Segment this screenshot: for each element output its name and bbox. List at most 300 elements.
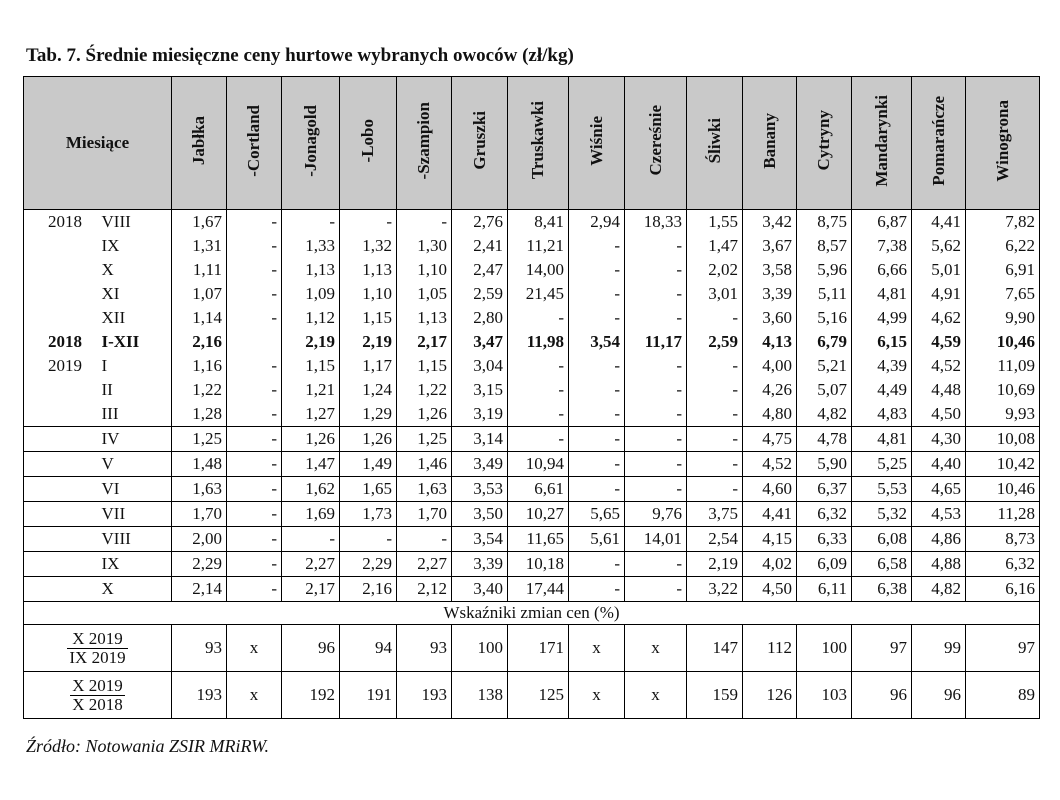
column-label: -Szampion	[414, 101, 433, 180]
price-cell: -	[227, 282, 282, 306]
table-row	[24, 527, 1040, 552]
price-cell: 1,30	[397, 234, 452, 258]
column-label: Gruszki	[469, 111, 489, 170]
index-cell: 100	[452, 625, 508, 672]
price-cell: 10,46	[966, 477, 1040, 502]
price-cell: 6,09	[797, 552, 852, 577]
price-cell: -	[508, 306, 569, 330]
month-cell: X	[100, 577, 172, 602]
price-cell: -	[687, 477, 743, 502]
month-cell: VIII	[100, 210, 172, 235]
price-cell: 6,16	[966, 577, 1040, 602]
price-cell: 5,53	[852, 477, 912, 502]
table-row	[24, 502, 1040, 527]
index-cell: 126	[743, 672, 797, 719]
column-header	[569, 77, 625, 210]
price-cell: 6,08	[852, 527, 912, 552]
index-cell: 96	[282, 625, 340, 672]
price-cell: -	[569, 427, 625, 452]
price-cell: -	[625, 282, 687, 306]
price-cell: 4,81	[852, 427, 912, 452]
price-cell: 7,65	[966, 282, 1040, 306]
price-cell: 1,13	[340, 258, 397, 282]
price-cell: -	[227, 427, 282, 452]
price-cell: 3,47	[452, 330, 508, 354]
price-cell: -	[227, 234, 282, 258]
price-cell: 2,94	[569, 210, 625, 235]
price-cell: -	[569, 402, 625, 427]
column-header	[743, 77, 797, 210]
price-cell: 4,78	[797, 427, 852, 452]
index-cell: x	[569, 672, 625, 719]
table-row	[24, 234, 1040, 258]
year-cell	[24, 378, 100, 402]
month-cell: IV	[100, 427, 172, 452]
column-label: Czereśnie	[645, 105, 665, 176]
index-cell: x	[227, 625, 282, 672]
table-row	[24, 552, 1040, 577]
year-cell	[24, 552, 100, 577]
price-cell: 2,19	[282, 330, 340, 354]
price-cell: 8,75	[797, 210, 852, 235]
price-cell: 4,99	[852, 306, 912, 330]
price-cell: 2,16	[172, 330, 227, 354]
month-cell: X	[100, 258, 172, 282]
index-ratio-cell	[24, 625, 172, 672]
price-cell: 2,02	[687, 258, 743, 282]
price-cell: 3,40	[452, 577, 508, 602]
price-cell: -	[625, 306, 687, 330]
column-label: -Cortland	[244, 104, 263, 177]
index-cell: 125	[508, 672, 569, 719]
price-cell: 10,08	[966, 427, 1040, 452]
table-row	[24, 427, 1040, 452]
price-cell: 2,41	[452, 234, 508, 258]
price-cell: -	[227, 477, 282, 502]
price-cell: 4,30	[912, 427, 966, 452]
price-cell: 6,79	[797, 330, 852, 354]
price-cell: 1,09	[282, 282, 340, 306]
column-label: Pomarańcze	[928, 95, 948, 186]
year-cell	[24, 577, 100, 602]
index-cell: 112	[743, 625, 797, 672]
source-note: Źródło: Notowania ZSIR MRiRW.	[26, 736, 270, 756]
price-cell: -	[227, 552, 282, 577]
price-cell: 6,58	[852, 552, 912, 577]
price-cell: 5,01	[912, 258, 966, 282]
price-cell: -	[625, 577, 687, 602]
price-cell: 6,32	[966, 552, 1040, 577]
index-cell: x	[227, 672, 282, 719]
price-cell: 6,38	[852, 577, 912, 602]
price-cell: 1,15	[340, 306, 397, 330]
column-header	[508, 77, 569, 210]
price-cell: -	[687, 306, 743, 330]
header-row	[24, 77, 1040, 210]
price-cell: -	[227, 527, 282, 552]
price-cell: 5,96	[797, 258, 852, 282]
price-cell: 1,29	[340, 402, 397, 427]
price-cell: 3,39	[452, 552, 508, 577]
price-cell: -	[569, 378, 625, 402]
column-label: -Jonagold	[300, 104, 320, 177]
price-cell: 10,94	[508, 452, 569, 477]
index-cell: 193	[172, 672, 227, 719]
price-cell: 11,17	[625, 330, 687, 354]
price-cell: 1,05	[397, 282, 452, 306]
price-cell: -	[340, 210, 397, 235]
price-cell: 3,54	[452, 527, 508, 552]
table-row	[24, 378, 1040, 402]
price-cell: 18,33	[625, 210, 687, 235]
price-cell: 10,18	[508, 552, 569, 577]
column-label: Śliwki	[704, 117, 724, 164]
price-cell: 4,60	[743, 477, 797, 502]
price-table	[23, 76, 1039, 728]
price-cell: -	[687, 427, 743, 452]
price-cell: 2,29	[172, 552, 227, 577]
price-cell: 3,75	[687, 502, 743, 527]
price-cell: 1,25	[172, 427, 227, 452]
year-cell	[24, 527, 100, 552]
price-cell: 2,27	[282, 552, 340, 577]
price-cell: 1,28	[172, 402, 227, 427]
column-header	[397, 77, 452, 210]
price-cell: 6,91	[966, 258, 1040, 282]
price-cell: -	[625, 258, 687, 282]
price-cell: -	[625, 234, 687, 258]
year-cell	[24, 306, 100, 330]
ratio-numerator: X 2019	[67, 630, 127, 649]
index-cell: x	[625, 672, 687, 719]
price-cell: 1,11	[172, 258, 227, 282]
price-cell: 9,76	[625, 502, 687, 527]
ratio-denominator: IX 2019	[69, 647, 126, 667]
column-header	[227, 77, 282, 210]
price-cell: 4,41	[743, 502, 797, 527]
price-cell: 2,59	[687, 330, 743, 354]
price-cell	[227, 330, 282, 354]
price-cell: 2,27	[397, 552, 452, 577]
table-row	[24, 577, 1040, 602]
price-cell: 4,52	[912, 354, 966, 378]
index-cell: 93	[172, 625, 227, 672]
price-cell: -	[227, 378, 282, 402]
price-cell: -	[227, 502, 282, 527]
price-cell: 4,83	[852, 402, 912, 427]
price-cell: -	[508, 402, 569, 427]
index-cell: 96	[912, 672, 966, 719]
price-cell: -	[687, 452, 743, 477]
price-cell: -	[397, 210, 452, 235]
price-cell: 3,19	[452, 402, 508, 427]
price-cell: 4,53	[912, 502, 966, 527]
price-cell: 2,29	[340, 552, 397, 577]
price-cell: 4,62	[912, 306, 966, 330]
price-cell: 1,63	[172, 477, 227, 502]
price-cell: 3,50	[452, 502, 508, 527]
price-cell: 4,15	[743, 527, 797, 552]
table-row	[24, 402, 1040, 427]
price-cell: 5,25	[852, 452, 912, 477]
index-cell: 99	[912, 625, 966, 672]
price-cell: 1,26	[282, 427, 340, 452]
table-row	[24, 477, 1040, 502]
price-cell: -	[569, 477, 625, 502]
index-cell: 100	[797, 625, 852, 672]
price-cell: 3,39	[743, 282, 797, 306]
price-cell: 1,13	[397, 306, 452, 330]
price-cell: 1,55	[687, 210, 743, 235]
price-cell: 4,41	[912, 210, 966, 235]
price-cell: 1,69	[282, 502, 340, 527]
price-cell: -	[282, 527, 340, 552]
column-label: Cytryny	[814, 110, 833, 171]
price-cell: 2,17	[397, 330, 452, 354]
price-cell: 8,41	[508, 210, 569, 235]
month-cell: IX	[100, 552, 172, 577]
price-cell: 5,11	[797, 282, 852, 306]
index-cell: 147	[687, 625, 743, 672]
price-cell: -	[687, 378, 743, 402]
year-cell	[24, 234, 100, 258]
price-cell: 4,50	[912, 402, 966, 427]
price-cell: 1,46	[397, 452, 452, 477]
column-header	[912, 77, 966, 210]
month-cell: V	[100, 452, 172, 477]
price-cell: 5,61	[569, 527, 625, 552]
price-cell: 3,53	[452, 477, 508, 502]
price-cell: 1,67	[172, 210, 227, 235]
price-cell: 5,62	[912, 234, 966, 258]
month-cell: II	[100, 378, 172, 402]
price-cell: 1,10	[340, 282, 397, 306]
month-cell: IX	[100, 234, 172, 258]
column-header	[687, 77, 743, 210]
price-cell: 2,00	[172, 527, 227, 552]
year-cell	[24, 427, 100, 452]
price-cell: -	[508, 427, 569, 452]
price-cell: 1,12	[282, 306, 340, 330]
price-cell: 2,16	[340, 577, 397, 602]
column-label: Jabłka	[189, 115, 208, 166]
index-cell: 159	[687, 672, 743, 719]
price-cell: 3,01	[687, 282, 743, 306]
year-cell	[24, 502, 100, 527]
price-cell: 6,33	[797, 527, 852, 552]
index-cell: 192	[282, 672, 340, 719]
column-label: Banany	[759, 112, 779, 169]
column-header	[172, 77, 227, 210]
table-row	[24, 282, 1040, 306]
year-cell	[24, 477, 100, 502]
table-row	[24, 258, 1040, 282]
price-cell: 1,27	[282, 402, 340, 427]
price-cell: 1,22	[172, 378, 227, 402]
price-cell: -	[227, 210, 282, 235]
price-cell: 1,47	[282, 452, 340, 477]
price-cell: 4,00	[743, 354, 797, 378]
month-cell: I-XII	[100, 330, 172, 354]
price-cell: 4,49	[852, 378, 912, 402]
price-cell: 10,27	[508, 502, 569, 527]
price-cell: 11,28	[966, 502, 1040, 527]
price-cell: 1,26	[340, 427, 397, 452]
price-cell: 4,65	[912, 477, 966, 502]
column-header	[797, 77, 852, 210]
price-cell: 6,61	[508, 477, 569, 502]
column-label: -Lobo	[358, 118, 377, 163]
price-cell: -	[569, 577, 625, 602]
price-cell: 5,90	[797, 452, 852, 477]
index-cell: 94	[340, 625, 397, 672]
price-cell: 4,02	[743, 552, 797, 577]
price-cell: 2,54	[687, 527, 743, 552]
price-cell: 5,07	[797, 378, 852, 402]
column-header	[625, 77, 687, 210]
price-cell: 7,82	[966, 210, 1040, 235]
price-cell: 3,22	[687, 577, 743, 602]
price-cell: -	[227, 577, 282, 602]
index-cell: 191	[340, 672, 397, 719]
price-cell: 2,14	[172, 577, 227, 602]
price-cell: 4,50	[743, 577, 797, 602]
price-cell: 4,48	[912, 378, 966, 402]
price-cell: 4,91	[912, 282, 966, 306]
price-cell: 17,44	[508, 577, 569, 602]
price-cell: 5,65	[569, 502, 625, 527]
column-label: Truskawki	[528, 101, 547, 180]
year-cell	[24, 282, 100, 306]
price-cell: 8,73	[966, 527, 1040, 552]
price-cell: 2,19	[340, 330, 397, 354]
price-cell: 1,17	[340, 354, 397, 378]
price-cell: 4,75	[743, 427, 797, 452]
table-row	[24, 306, 1040, 330]
price-cell: 1,07	[172, 282, 227, 306]
price-cell: -	[569, 258, 625, 282]
price-cell: -	[625, 477, 687, 502]
price-cell: 6,11	[797, 577, 852, 602]
price-cell: 1,22	[397, 378, 452, 402]
ratio-fraction	[70, 677, 125, 714]
price-cell: 1,14	[172, 306, 227, 330]
price-cell: 11,21	[508, 234, 569, 258]
price-cell: -	[227, 354, 282, 378]
price-cell: 14,01	[625, 527, 687, 552]
price-cell: 7,38	[852, 234, 912, 258]
price-cell: -	[227, 258, 282, 282]
index-cell: 93	[397, 625, 452, 672]
price-cell: 4,39	[852, 354, 912, 378]
price-cell: 1,31	[172, 234, 227, 258]
index-cell: 89	[966, 672, 1040, 719]
price-cell: 10,69	[966, 378, 1040, 402]
price-cell: 5,21	[797, 354, 852, 378]
price-cell: -	[508, 354, 569, 378]
price-cell: 1,73	[340, 502, 397, 527]
price-cell: 1,25	[397, 427, 452, 452]
price-cell: 3,14	[452, 427, 508, 452]
price-cell: 4,52	[743, 452, 797, 477]
price-cell: -	[625, 427, 687, 452]
ratio-denominator: X 2018	[72, 694, 123, 714]
price-cell: -	[687, 402, 743, 427]
year-cell: 2018	[24, 330, 100, 354]
price-cell: 6,15	[852, 330, 912, 354]
price-cell: 1,48	[172, 452, 227, 477]
price-cell: 1,15	[397, 354, 452, 378]
price-cell: 3,04	[452, 354, 508, 378]
price-cell: 1,62	[282, 477, 340, 502]
price-cell: 11,65	[508, 527, 569, 552]
price-cell: 3,54	[569, 330, 625, 354]
ratio-fraction	[67, 630, 127, 667]
price-cell: 4,59	[912, 330, 966, 354]
price-cell: 2,76	[452, 210, 508, 235]
price-cell: 1,65	[340, 477, 397, 502]
price-cell: 4,26	[743, 378, 797, 402]
index-cell: 96	[852, 672, 912, 719]
column-label: Wiśnie	[586, 115, 606, 166]
index-cell: 193	[397, 672, 452, 719]
table-row	[24, 330, 1040, 354]
price-cell: 1,32	[340, 234, 397, 258]
index-section-row	[24, 602, 1040, 625]
price-cell: 1,21	[282, 378, 340, 402]
price-cell: 6,37	[797, 477, 852, 502]
price-cell: 4,82	[912, 577, 966, 602]
index-cell: 171	[508, 625, 569, 672]
year-cell: 2018	[24, 210, 100, 235]
price-cell: 5,32	[852, 502, 912, 527]
price-cell: -	[569, 234, 625, 258]
price-cell: 5,16	[797, 306, 852, 330]
price-cell: 6,66	[852, 258, 912, 282]
price-cell: -	[397, 527, 452, 552]
price-cell: 2,59	[452, 282, 508, 306]
price-cell: 4,13	[743, 330, 797, 354]
price-cell: -	[569, 552, 625, 577]
price-cell: 6,22	[966, 234, 1040, 258]
index-ratio-cell	[24, 672, 172, 719]
month-cell: I	[100, 354, 172, 378]
index-cell: x	[569, 625, 625, 672]
column-label: Mandarynki	[871, 94, 891, 187]
price-cell: 4,80	[743, 402, 797, 427]
year-cell	[24, 258, 100, 282]
table-row	[24, 452, 1040, 477]
index-cell: 103	[797, 672, 852, 719]
price-cell: -	[625, 378, 687, 402]
price-cell: 3,42	[743, 210, 797, 235]
price-cell: 9,93	[966, 402, 1040, 427]
price-cell: 1,24	[340, 378, 397, 402]
month-cell: VIII	[100, 527, 172, 552]
table-row	[24, 210, 1040, 235]
price-cell: -	[569, 282, 625, 306]
price-cell: 2,12	[397, 577, 452, 602]
price-cell: 1,16	[172, 354, 227, 378]
month-cell: VI	[100, 477, 172, 502]
year-cell	[24, 402, 100, 427]
table-row	[24, 354, 1040, 378]
table-caption: Tab. 7. Średnie miesięczne ceny hurtowe wybranych owoców (zł/kg)	[26, 45, 574, 66]
price-cell: 2,47	[452, 258, 508, 282]
column-header	[452, 77, 508, 210]
price-cell: 6,32	[797, 502, 852, 527]
index-section-label: Wskaźniki zmian cen (%)	[24, 602, 1040, 625]
